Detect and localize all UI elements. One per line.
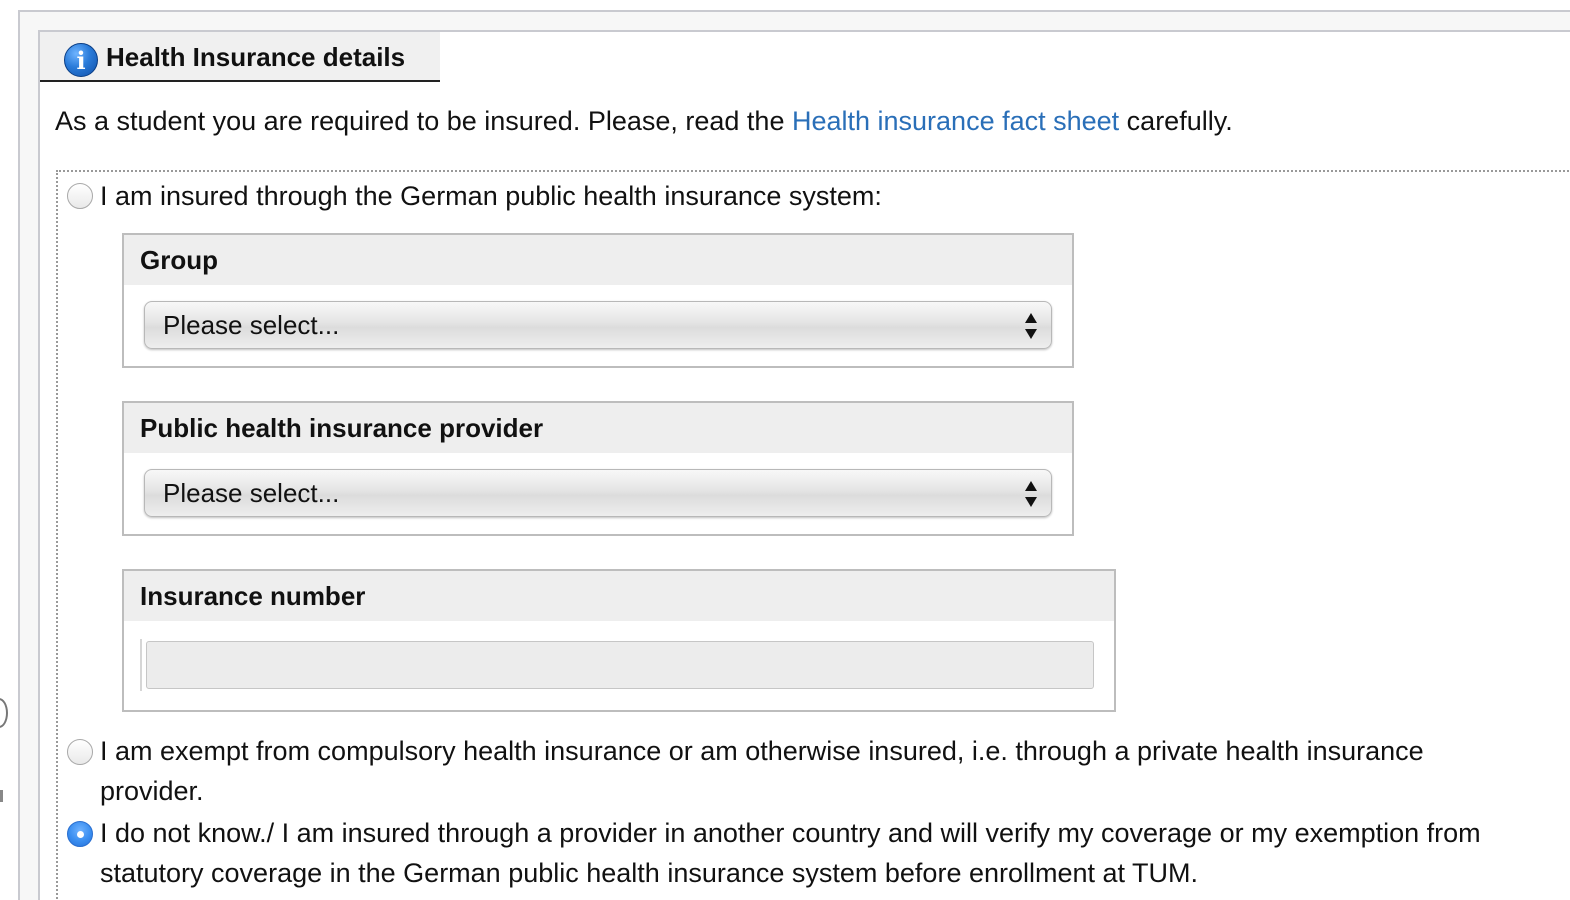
section-header-tab <box>40 32 440 82</box>
group-label: Group <box>140 245 218 275</box>
select-arrows-icon <box>1025 313 1037 339</box>
radio-public-insurance[interactable] <box>67 183 93 209</box>
group-fieldset <box>122 233 1074 368</box>
provider-label: Public health insurance provider <box>140 413 544 443</box>
left-edge-fragment <box>0 0 8 900</box>
partial-text-fragment <box>0 790 3 802</box>
option-public-insurance-label[interactable]: I am insured through the German public health insurance system: <box>100 181 882 211</box>
partial-radio-fragment <box>0 698 8 728</box>
group-select[interactable] <box>144 301 1052 349</box>
insurance-number-input[interactable] <box>146 641 1094 689</box>
intro-text <box>55 104 1233 138</box>
provider-fieldset <box>122 401 1074 536</box>
input-left-edge <box>140 639 142 691</box>
radio-unknown-insurance[interactable] <box>67 821 93 847</box>
intro-text-before: As a student you are required to be insured. Please, read the <box>55 106 792 136</box>
provider-select-value: Please select... <box>163 478 340 508</box>
info-icon: i <box>64 43 98 77</box>
provider-select[interactable] <box>144 469 1052 517</box>
intro-text-after: carefully. <box>1119 106 1233 136</box>
insurance-number-fieldset <box>122 569 1116 712</box>
option-exempt-insurance-label[interactable]: I am exempt from compulsory health insurance or am otherwise insured, i.e. through a private health insurance provider. <box>100 736 1424 806</box>
select-arrows-icon <box>1025 481 1037 507</box>
group-header <box>124 235 1072 285</box>
option-unknown-insurance-label[interactable]: I do not know./ I am insured through a provider in another country and will verify my coverage or my exemption from statutory coverage in the German public health insurance system before enrollment at TUM. <box>100 818 1481 888</box>
group-select-value: Please select... <box>163 310 340 340</box>
fact-sheet-link[interactable]: Health insurance fact sheet <box>791 106 1120 136</box>
insurance-number-label: Insurance number <box>140 581 366 611</box>
radio-exempt-insurance[interactable] <box>67 739 93 765</box>
section-title: Health Insurance details <box>106 42 406 72</box>
